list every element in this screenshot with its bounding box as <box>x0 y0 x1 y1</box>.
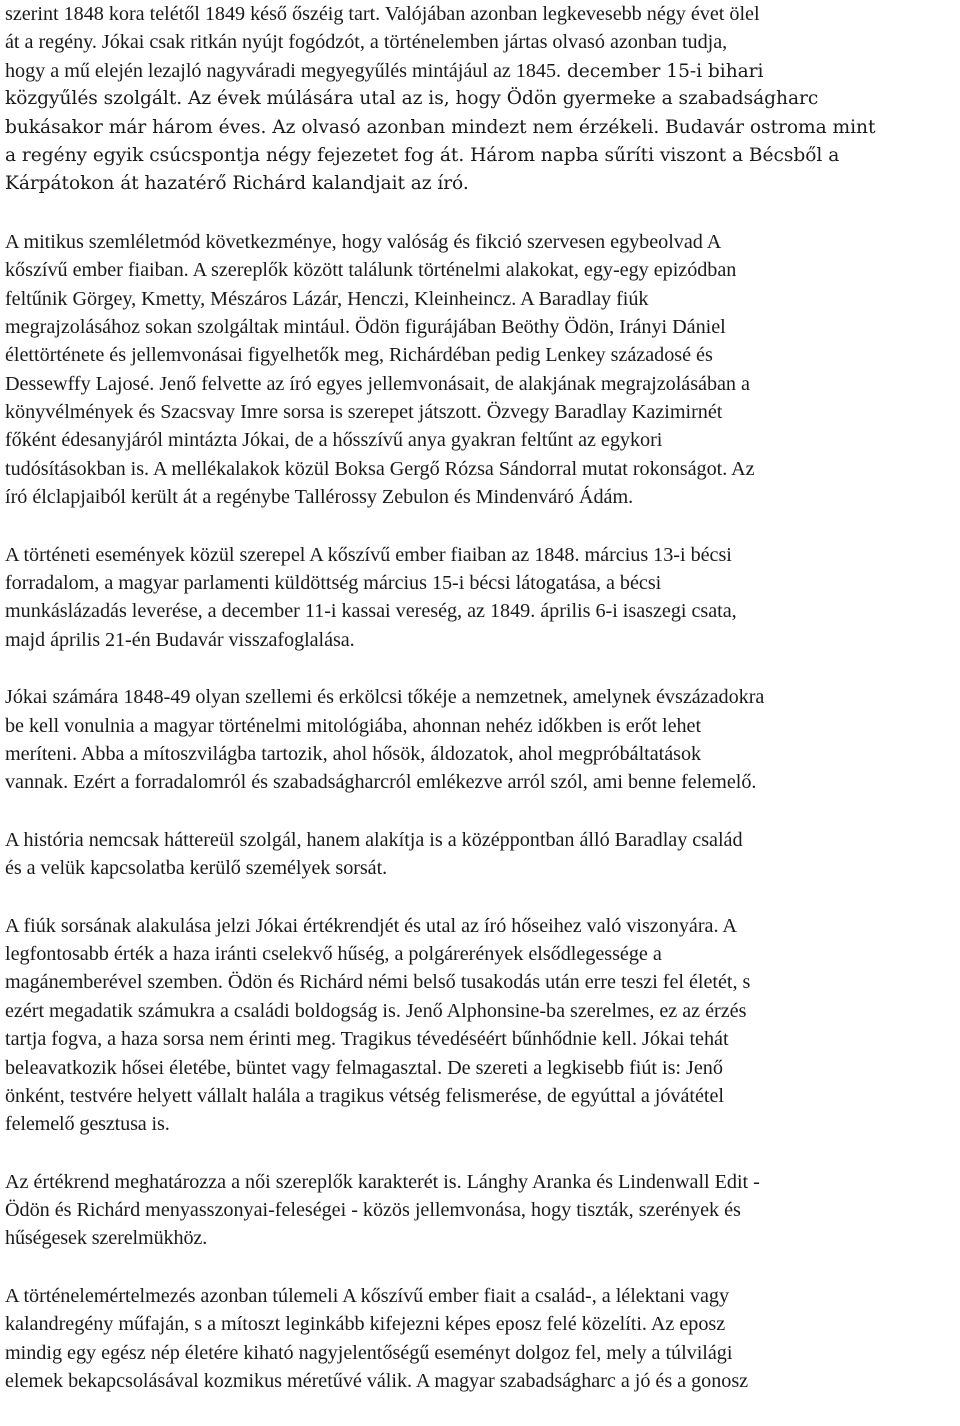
text-line: A történeti események közül szerepel A kőszívű ember fiaiban az 1848. március 13-i bécsi <box>5 543 732 566</box>
text-line: kőszívű ember fiaiban. A szereplők között találunk történelmi alakokat, egy-egy epizódban <box>5 259 737 282</box>
text-line: és a velük kapcsolatba kerülő személyek sorsát. <box>5 857 388 880</box>
text-line: munkáslázadás leverése, a december 11-i kassai vereség, az 1849. április 6-i isaszegi csata, <box>5 600 737 623</box>
paragraph-3 <box>5 541 960 655</box>
text-line: magánemberével szemben. Ödön és Richárd némi belső tusakodás után erre teszi fel életét, s <box>5 971 751 994</box>
paragraph-6 <box>5 912 960 1139</box>
text-line: elemek bekapcsolásával kozmikus méretűvé válik. A magyar szabadságharc a jó és a gonosz <box>5 1370 749 1393</box>
text-line: Ödön és Richárd menyasszonyai-feleségei - közös jellemvonása, hogy tiszták, szerények és <box>5 1199 741 1222</box>
text-line: főként édesanyjáról mintázta Jókai, de a hősszívű anya gyakran feltűnt az egykori <box>5 429 663 452</box>
document-page <box>5 0 960 1395</box>
paragraph-7 <box>5 1168 960 1253</box>
text-line: közgyűlés szolgált. Az évek múlására utal az is, hogy Ödön gyermeke a szabadságharc <box>5 88 819 110</box>
paragraph-4 <box>5 683 960 797</box>
paragraph-5 <box>5 826 960 883</box>
text-line: Jókai számára 1848-49 olyan szellemi és erkölcsi tőkéje a nemzetnek, amelynek évszázadokra <box>5 686 765 709</box>
text-line: vannak. Ezért a forradalomról és szabadságharcról emlékezve arról szól, ami benne felemelő. <box>5 771 757 794</box>
text-line: Dessewffy Lajosé. Jenő felvette az író egyes jellemvonásait, de alakjának megrajzolásában a <box>5 372 750 395</box>
text-line: szerint 1848 kora telétől 1849 késő őszéig tart. Valójában azonban legkevesebb négy évet ölel <box>5 3 760 25</box>
text-line: meríteni. Abba a mítoszvilágba tartozik, ahol hősök, áldozatok, ahol megpróbáltatások <box>5 742 702 765</box>
text-line: A mitikus szemléletmód következménye, hogy valóság és fikció szervesen egybeolvad A <box>5 230 722 253</box>
text-line: A história nemcsak háttereül szolgál, hanem alakítja is a középpontban álló Baradlay család <box>5 828 743 851</box>
text-line: át a regény. Jókai csak ritkán nyújt fogódzót, a történelemben jártas olvasó azonban tudja, <box>5 31 728 54</box>
text-line: A fiúk sorsának alakulása jelzi Jókai értékrendjét és utal az író hőseihez való viszonyára. A <box>5 914 737 937</box>
paragraph-8 <box>5 1282 960 1396</box>
text-line: beleavatkozik hősei életébe, büntet vagy felmagasztal. De szereti a legkisebb fiút is: Jenő <box>5 1056 723 1079</box>
text-line: élettörténete és jellemvonásai figyelhetők meg, Richárdéban pedig Lenkey századosé és <box>5 344 713 367</box>
text-line: megrajzolásához sokan szolgáltak mintául. Ödön figurájában Beöthy Ödön, Irányi Dániel <box>5 315 726 338</box>
paragraph-1 <box>5 0 960 199</box>
text-line: önként, testvére helyett vállalt halála a tragikus vétség felismerése, de egyúttal a jóvátétel <box>5 1084 724 1107</box>
text-line: be kell vonulnia a magyar történelmi mitológiába, ahonnan nehéz időkben is erőt lehet <box>5 714 702 737</box>
text-line: felemelő gesztusa is. <box>5 1113 170 1136</box>
text-line-tail: december 15-i bihari <box>561 60 764 82</box>
text-line: forradalom, a magyar parlamenti küldöttség március 15-i bécsi látogatása, a bécsi <box>5 572 662 595</box>
text-line: mindig egy egész nép életére kiható nagyjelentőségű eseményt dolgoz fel, mely a túlvilági <box>5 1341 733 1364</box>
text-line: tudósításokban is. A mellékalakok közül Boksa Gergő Rózsa Sándorral mutat rokonságot. Az <box>5 457 755 480</box>
text-line: feltűnik Görgey, Kmetty, Mészáros Lázár, Henczi, Kleinheincz. A Baradlay fiúk <box>5 287 649 310</box>
text-line <box>5 57 960 85</box>
text-line: író élclapjaiból került át a regénybe Tallérossy Zebulon és Mindenváró Ádám. <box>5 486 634 509</box>
text-line: legfontosabb érték a haza iránti cselekvő hűség, a polgárerények elsődlegessége a <box>5 942 662 965</box>
text-line: Az értékrend meghatározza a női szereplők karakterét is. Lánghy Aranka és Lindenwall Edit - <box>5 1170 760 1193</box>
text-line: A történelemértelmezés azonban túlemeli A kőszívű ember fiait a család-, a lélektani vagy <box>5 1284 730 1307</box>
text-line: Kárpátokon át hazatérő Richárd kalandjait az író. <box>5 173 469 195</box>
text-line: hűségesek szerelmükhöz. <box>5 1227 208 1250</box>
paragraph-2 <box>5 228 960 512</box>
text-line-lead: hogy a mű elején lezajló nagyváradi megyegyűlés mintájául az 1845. <box>5 59 562 82</box>
text-line: majd április 21-én Budavár visszafoglalása. <box>5 628 355 651</box>
text-line: bukásakor már három éves. Az olvasó azonban mindezt nem érzékeli. Budavár ostroma mint <box>5 116 876 138</box>
text-line: könyvélmények és Szacsvay Imre sorsa is szerepet játszott. Özvegy Baradlay Kazimirnét <box>5 401 723 424</box>
text-line: ezért megadatik számukra a családi boldogság is. Jenő Alphonsine-ba szerelmes, ez az érzés <box>5 999 747 1022</box>
text-line: kalandregény műfaján, s a mítoszt leginkább kifejezni képes eposz felé közelíti. Az eposz <box>5 1313 726 1336</box>
text-line: tartja fogva, a haza sorsa nem érinti meg. Tragikus tévedéséért bűnhődnie kell. Jókai tehát <box>5 1028 729 1051</box>
text-line: a regény egyik csúcspontja négy fejezetet fog át. Három napba sűríti viszont a Bécsből a <box>5 144 840 166</box>
